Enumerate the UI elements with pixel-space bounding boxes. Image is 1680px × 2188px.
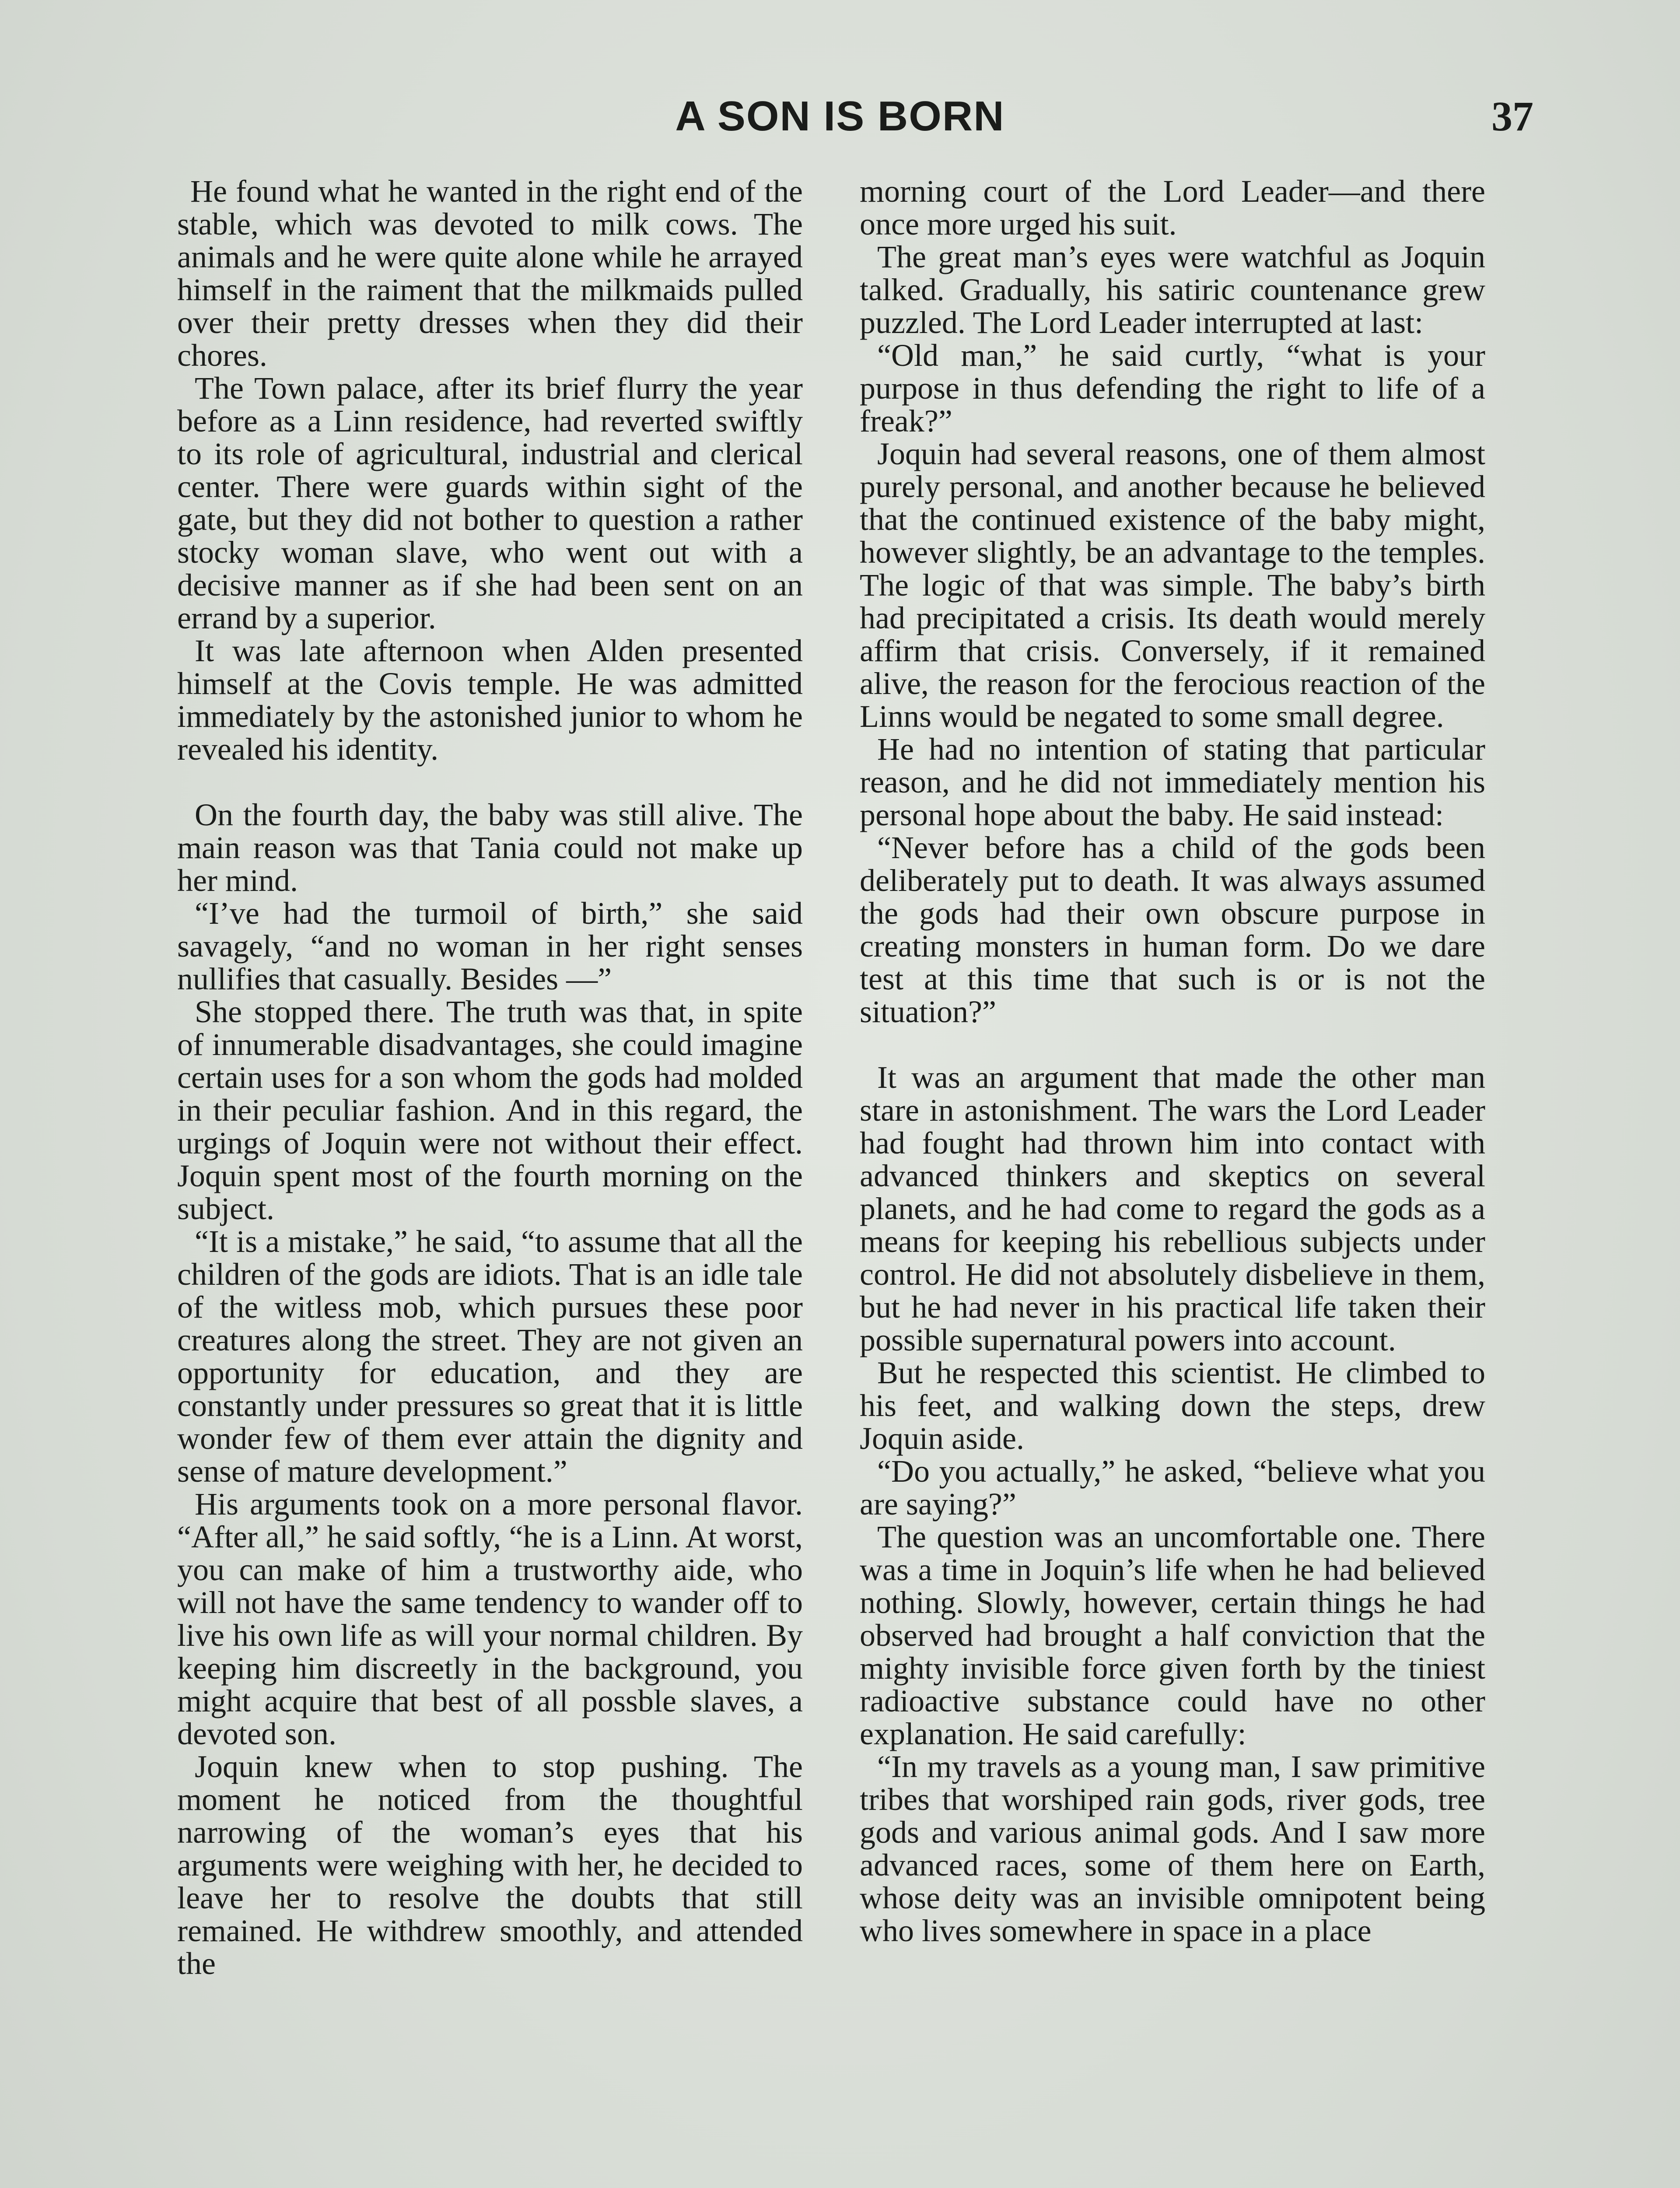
- paragraph: Joquin had several reasons, one of them almost purely personal, and another because he believed that the continued existence of the baby might, however slightly, be an advantage to the temples. The logic of that was simple. The baby’s birth had precipitated a crisis. Its death would merely affirm that crisis. Conversely, if it remained alive, the reason for the ferocious reaction of the Linns would be negated to some small degree.: [860, 436, 1485, 734]
- paragraph: She stopped there. The truth was that, in spite of innumerable disadvantages, she could imagine certain uses for a son whom the gods had molded in their peculiar fashion. And in this regard, the urgings of Joquin were not without their effect. Joquin spent most of the fourth morning on the subject.: [177, 994, 803, 1226]
- left-column: [177, 175, 803, 1980]
- paragraph: It was an argument that made the other man stare in astonishment. The wars the Lord Leader had fought had thrown him into contact with advanced thinkers and skeptics on several planets, and he had come to regard the gods as a means for keeping his rebellious subjects under control. He did not absolutely disbelieve in them, but he had never in his practical life taken their possible supernatural powers into account.: [860, 1060, 1485, 1357]
- paragraph: On the fourth day, the baby was still alive. The main reason was that Tania could not make up her mind.: [177, 797, 803, 898]
- paragraph: He had no intention of stating that particular reason, and he did not immediately mention his personal hope about the baby. He said instead:: [860, 732, 1485, 832]
- paragraph: The Town palace, after its brief flurry the year before as a Linn residence, had reverted swiftly to its role of agricultural, industrial and clerical center. There were guards within sight of the gate, but they did not bother to question a rather stocky woman slave, who went out with a decisive manner as if she had been sent on an errand by a superior.: [177, 371, 803, 635]
- paragraph: His arguments took on a more personal flavor. “After all,” he said softly, “he is a Linn. At worst, you can make of him a trustworthy aide, who will not have the same tendency to wander off to live his own life as will your normal children. By keeping him discreetly in the background, you might acquire that best of all possble slaves, a devoted son.: [177, 1487, 803, 1751]
- paragraph: morning court of the Lord Leader—and there once more urged his suit.: [860, 174, 1485, 242]
- right-column: [860, 175, 1485, 1947]
- paragraph: It was late afternoon when Alden presented himself at the Covis temple. He was admitted immediately by the astonished junior to whom he revealed his identity.: [177, 633, 803, 767]
- paragraph: “Old man,” he said curtly, “what is your purpose in thus defending the right to life of a freak?”: [860, 338, 1485, 438]
- paragraph: “Never before has a child of the gods been deliberately put to death. It was always assumed the gods had their own obscure purpose in creating monsters in human form. Do we dare test at this time that such is or is not the situation?”: [860, 830, 1485, 1029]
- paragraph: He found what he wanted in the right end of the stable, which was devoted to milk cows. The animals and he were quite alone while he arrayed himself in the raiment that the milkmaids pulled over their pretty dresses when they did their chores.: [177, 174, 803, 373]
- paragraph: “I’ve had the turmoil of birth,” she said savagely, “and no woman in her right senses nullifies that casually. Besides —”: [177, 896, 803, 996]
- paragraph: “Do you actually,” he asked, “believe what you are saying?”: [860, 1454, 1485, 1522]
- page-number: 37: [1491, 93, 1533, 140]
- running-title: A SON IS BORN: [675, 93, 1005, 140]
- paragraph: But he respected this scientist. He climbed to his feet, and walking down the steps, drew Joquin aside.: [860, 1355, 1485, 1456]
- paragraph: The question was an uncomfortable one. There was a time in Joquin’s life when he had believed nothing. Slowly, however, certain things he had observed had brought a half conviction that the mighty invisible force given forth by the tiniest radioactive substance could have no other explanation. He said carefully:: [860, 1519, 1485, 1751]
- paragraph: “In my travels as a young man, I saw primitive tribes that worshiped rain gods, river gods, tree gods and various animal gods. And I saw more advanced races, some of them here on Earth, whose deity was an invisible omnipotent being who lives somewhere in space in a place: [860, 1749, 1485, 1948]
- paragraph: Joquin knew when to stop pushing. The moment he noticed from the thoughtful narrowing of the woman’s eyes that his arguments were weighing with her, he decided to leave her to resolve the doubts that still remained. He withdrew smoothly, and attended the: [177, 1749, 803, 1981]
- paragraph: The great man’s eyes were watchful as Joquin talked. Gradually, his satiric countenance grew puzzled. The Lord Leader interrupted at last:: [860, 239, 1485, 340]
- paragraph: “It is a mistake,” he said, “to assume that all the children of the gods are idiots. That is an idle tale of the witless mob, which pursues these poor creatures along the street. They are not given an opportunity for education, and they are constantly under pressures so great that it is little wonder few of them ever attain the dignity and sense of mature development.”: [177, 1224, 803, 1489]
